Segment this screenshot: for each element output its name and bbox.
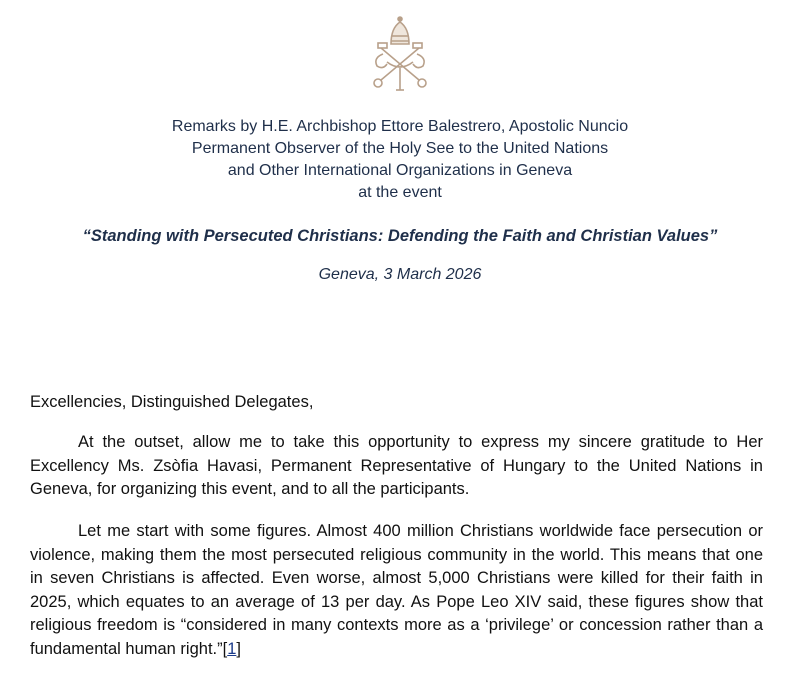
document-header	[0, 116, 800, 204]
header-line-organization: and Other International Organizations in Geneva	[227, 162, 573, 179]
header-line-event-intro: at the event	[358, 184, 442, 201]
salutation: Excellencies, Distinguished Delegates,	[30, 393, 314, 411]
event-title: “Standing with Persecuted Christians: Defending the Faith and Christian Values”	[82, 227, 718, 245]
dateline: Geneva, 3 March 2026	[318, 266, 482, 283]
paragraph-figures	[30, 520, 763, 662]
paragraph-opening: At the outset, allow me to take this opportunity to express my sincere gratitude to Her Excellency Ms. Zsòfia Havasi, Permanent Representative of Hungary to the United Nations in Geneva, for organizing this event, and to all the participants.	[30, 433, 763, 499]
header-line-role: Permanent Observer of the Holy See to the United Nations	[191, 140, 609, 157]
paragraph-figures-text: Let me start with some figures. Almost 400 million Christians worldwide face persecution or violence, making them the most persecuted religious community in the world. This means that one in seven Christians is affected. Even worse, almost 5,000 Christians were killed for their faith in 2025, which equates to an average of 13 per day. As Pope Leo XIV said, these figures show that religious freedom is “considered in many contexts more as a ‘privilege’ or concession rather than a fundamental human right.”[	[30, 522, 763, 658]
footnote-link[interactable]: 1	[227, 639, 237, 658]
footnote-bracket: ]	[236, 639, 241, 658]
holy-see-emblem-icon	[365, 14, 435, 94]
header-line-speaker: Remarks by H.E. Archbishop Ettore Balestrero, Apostolic Nuncio	[171, 118, 629, 135]
